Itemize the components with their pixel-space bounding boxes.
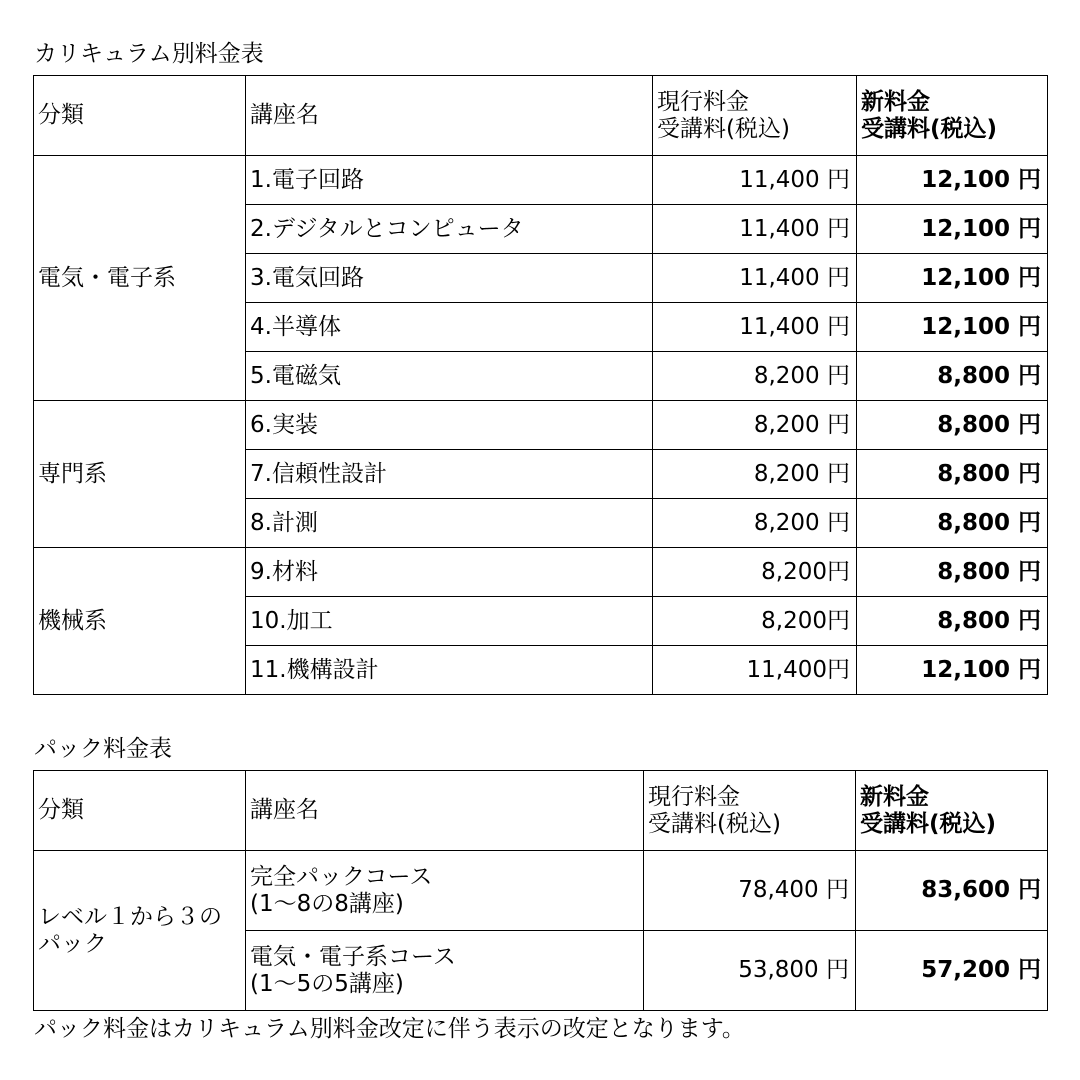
new-fee-cell: 12,100 円 <box>857 156 1048 205</box>
header-category: 分類 <box>34 76 246 156</box>
current-fee-cell: 8,200 円 <box>653 401 857 450</box>
curriculum-table-title: カリキュラム別料金表 <box>34 41 264 67</box>
header-current-fee-text: 現行料金 受講料(税込) <box>657 88 790 142</box>
table-header-row <box>34 76 1048 156</box>
new-fee-cell: 12,100 円 <box>857 205 1048 254</box>
course-name-cell: 8.計測 <box>246 499 653 548</box>
new-fee-cell: 8,800 円 <box>857 597 1048 646</box>
header-new-fee <box>857 76 1048 156</box>
new-fee-cell: 57,200 円 <box>856 931 1048 1011</box>
course-name-cell: 1.電子回路 <box>246 156 653 205</box>
header-category: 分類 <box>34 771 246 851</box>
pack-price-table <box>33 770 1048 1011</box>
course-name-text: 完全パックコース (1〜8の8講座) <box>250 863 433 917</box>
course-name-cell <box>246 931 644 1011</box>
course-name-text: 電気・電子系コース (1〜5の5講座) <box>250 943 456 997</box>
course-name-cell: 11.機構設計 <box>246 646 653 695</box>
header-new-fee <box>856 771 1048 851</box>
curriculum-price-table <box>33 75 1048 695</box>
current-fee-cell: 11,400 円 <box>653 205 857 254</box>
new-fee-cell: 8,800 円 <box>857 401 1048 450</box>
course-name-cell <box>246 851 644 931</box>
course-name-cell: 4.半導体 <box>246 303 653 352</box>
new-fee-cell: 8,800 円 <box>857 352 1048 401</box>
table-row <box>34 401 1048 450</box>
table-header-row <box>34 771 1048 851</box>
current-fee-cell: 8,200 円 <box>653 499 857 548</box>
header-new-fee-text: 新料金 受講料(税込) <box>860 783 997 837</box>
header-current-fee <box>653 76 857 156</box>
course-name-cell: 2.デジタルとコンピュータ <box>246 205 653 254</box>
category-cell: 専門系 <box>34 401 246 548</box>
table-row <box>34 156 1048 205</box>
current-fee-cell: 8,200 円 <box>653 352 857 401</box>
new-fee-cell: 83,600 円 <box>856 851 1048 931</box>
current-fee-cell: 11,400 円 <box>653 254 857 303</box>
course-name-cell: 7.信頼性設計 <box>246 450 653 499</box>
pack-table-title: パック料金表 <box>34 736 172 762</box>
new-fee-cell: 8,800 円 <box>857 450 1048 499</box>
course-name-cell: 10.加工 <box>246 597 653 646</box>
current-fee-cell: 78,400 円 <box>644 851 856 931</box>
new-fee-cell: 12,100 円 <box>857 303 1048 352</box>
current-fee-cell: 11,400 円 <box>653 156 857 205</box>
table-row <box>34 851 1048 931</box>
footer-note: パック料金はカリキュラム別料金改定に伴う表示の改定となります。 <box>34 1016 745 1042</box>
new-fee-cell: 12,100 円 <box>857 254 1048 303</box>
current-fee-cell: 8,200 円 <box>653 450 857 499</box>
current-fee-cell: 8,200円 <box>653 548 857 597</box>
current-fee-cell: 11,400円 <box>653 646 857 695</box>
current-fee-cell: 11,400 円 <box>653 303 857 352</box>
current-fee-cell: 53,800 円 <box>644 931 856 1011</box>
category-cell: 電気・電子系 <box>34 156 246 401</box>
header-course-name: 講座名 <box>246 771 644 851</box>
course-name-cell: 5.電磁気 <box>246 352 653 401</box>
course-name-cell: 6.実装 <box>246 401 653 450</box>
header-new-fee-text: 新料金 受講料(税込) <box>861 88 998 142</box>
header-current-fee-text: 現行料金 受講料(税込) <box>648 783 781 837</box>
new-fee-cell: 12,100 円 <box>857 646 1048 695</box>
new-fee-cell: 8,800 円 <box>857 548 1048 597</box>
course-name-cell: 3.電気回路 <box>246 254 653 303</box>
category-cell: レベル１から３のパック <box>34 851 246 1011</box>
header-course-name: 講座名 <box>246 76 653 156</box>
table-row <box>34 548 1048 597</box>
course-name-cell: 9.材料 <box>246 548 653 597</box>
header-current-fee <box>644 771 856 851</box>
current-fee-cell: 8,200円 <box>653 597 857 646</box>
new-fee-cell: 8,800 円 <box>857 499 1048 548</box>
category-cell: 機械系 <box>34 548 246 695</box>
